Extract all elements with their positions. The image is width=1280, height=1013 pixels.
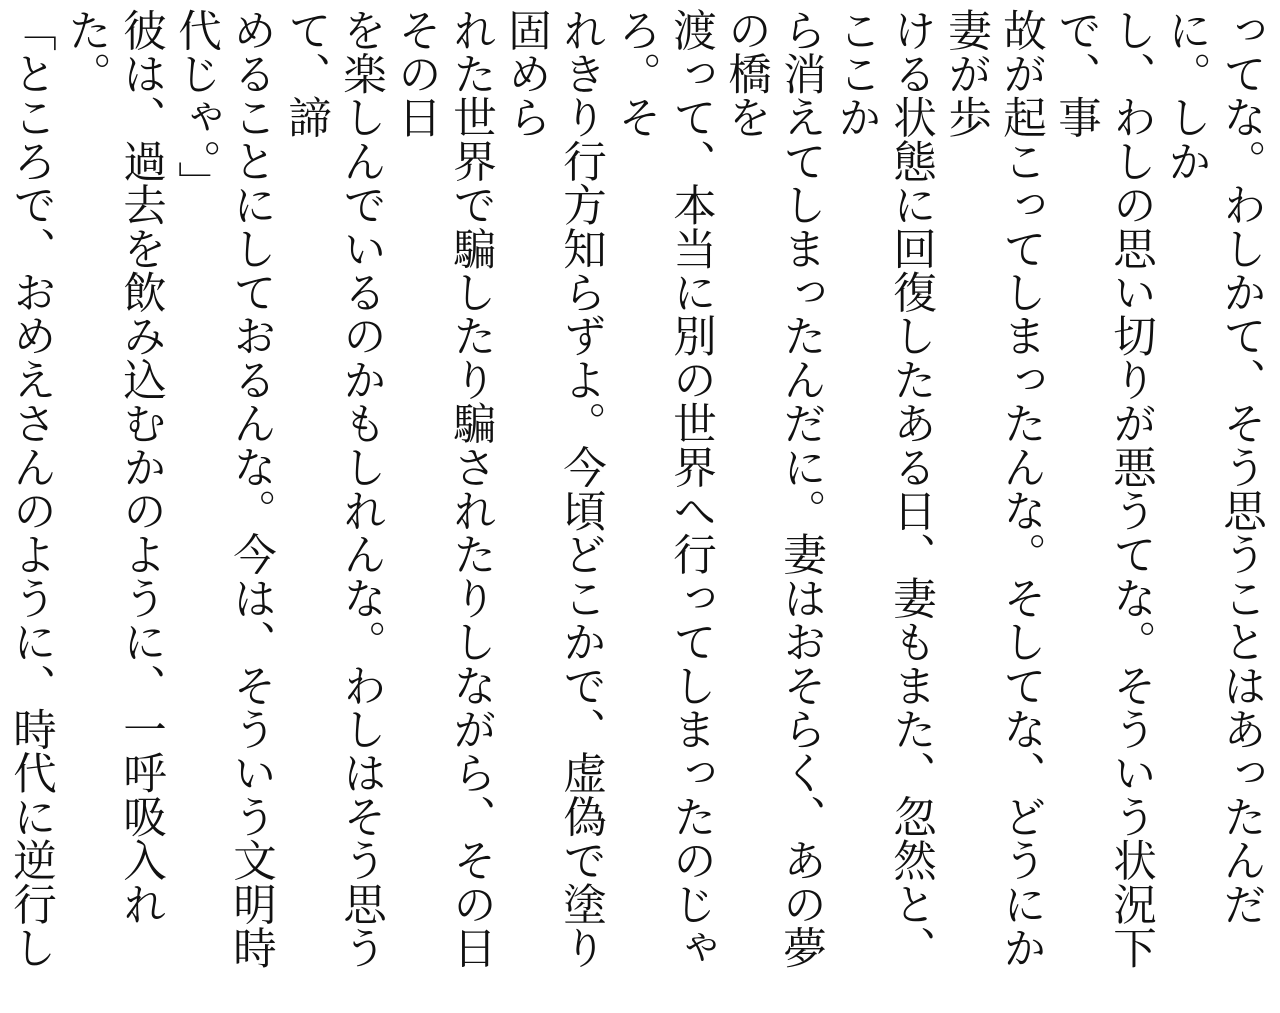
text-column: れた世界で騙したり騙されたりしながら、その日その日 (391, 8, 496, 970)
text-column: 故が起こってしまったんな。そしてな、どうにか妻が歩 (941, 8, 1046, 970)
vertical-text-block (0, 8, 1268, 1003)
text-column: れきり行方知らずよ。今頃どこかで、虚偽で塗り固めら (501, 8, 606, 970)
text-column: ら消えてしまったんだに。妻はおそらく、あの夢の橋を (721, 8, 826, 970)
text-column: し、わしの思い切りが悪うてな。そういう状況下で、事 (1051, 8, 1156, 970)
text-column: 渡って、本当に別の世界へ行ってしまったのじゃろ。そ (611, 8, 716, 970)
text-column: を楽しんでいるのかもしれんな。わしはそう思うて、諦 (281, 8, 386, 970)
text-column: ってな。わしかて、そう思うことはあったんだに。しか (1161, 8, 1266, 926)
text-column: 「ところで、おめえさんのように、時代に逆行し (6, 8, 56, 970)
text-column: めることにしておるんな。今は、そういう文明時代じゃ。」 (171, 8, 276, 970)
text-column: 彼は、過去を飲み込むかのように、一呼吸入れた。 (61, 8, 166, 926)
text-column: ける状態に回復したある日、妻もまた、忽然と、ここか (831, 8, 936, 970)
